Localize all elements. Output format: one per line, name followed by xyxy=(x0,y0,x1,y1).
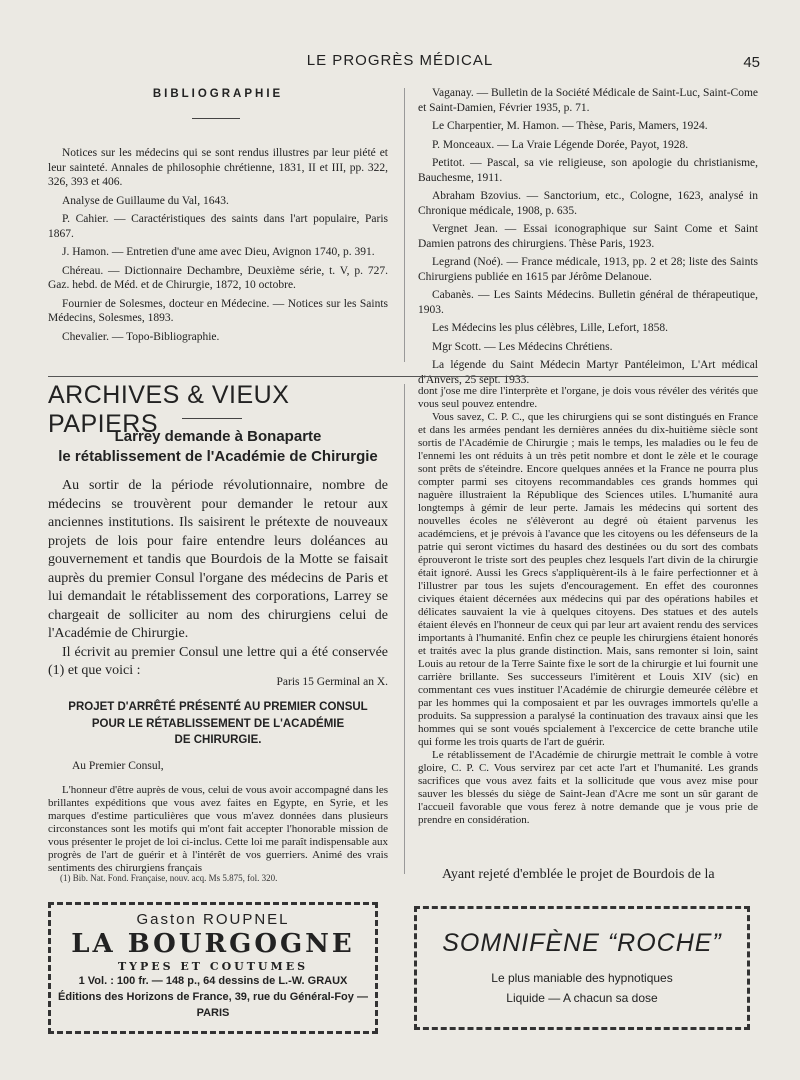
bib-entry: Abraham Bzovius. — Sanctorium, etc., Cologne, 1623, analysé in Chronique médicale, 1908, p. 635. xyxy=(418,190,758,217)
article-title xyxy=(48,427,388,467)
ad-tagline: Le plus maniable des hypnotiques xyxy=(491,971,673,985)
article-title-line-1: Larrey demande à Bonaparte xyxy=(114,428,322,445)
projet-title xyxy=(48,699,388,749)
lead-paragraph: Au sortir de la période révolutionnaire, nombre de médecins se trouvèrent pour demander le retour aux anciennes institutions. Ils saisirent le prétexte de nouveaux projets de lois pour faire entendre leurs doléances au gouvernement et tandis que Bourdois de la Motte se faisait auprès du premier Consul l'organe des médecins de Paris et lui demandait le rétablissement des corporations, Larrey se chargeait de solliciter au nom des chirurgiens celui de l'Académie de Chirurgie. xyxy=(48,478,388,641)
column-rule xyxy=(404,384,405,874)
letter-paragraph: Le rétablissement de l'Académie de chirurgie mettrait le comble à votre gloire, C. P. C. Vous servirez par cet acte l'art et l'humanité. Les grands sacrifices que vous avez faits et la sollicitude que vous avez mise pour sauver les blessés du siège de Saint-Jean d'Acre me sont un sûr garant de l'accueil favorable que vous ferez à notre demande que je vous prie de prendre en considération. xyxy=(418,749,758,826)
projet-title-line-3: DE CHIRURGIE. xyxy=(174,734,262,746)
letter-date: Paris 15 Germinal an X. xyxy=(276,676,388,688)
bib-entry: Petitot. — Pascal, sa vie religieuse, son apologie du christianisme, Bauchesme, 1911. xyxy=(418,157,758,184)
bib-entry: Fournier de Solesmes, docteur en Médecine. — Notices sur les Saints Médecins, Solesmes, 1893. xyxy=(48,297,388,324)
column-rule xyxy=(404,88,405,362)
bib-entry: La légende du Saint Médecin Martyr Pantéleimon, L'Art médical d'Anvers, 25 sept. 1933. xyxy=(418,359,758,386)
bib-entry: Cabanès. — Les Saints Médecins. Bulletin général de thérapeutique, 1903. xyxy=(418,289,758,316)
section-title: ARCHIVES & VIEUX PAPIERS xyxy=(48,381,290,438)
footnote: (1) Bib. Nat. Fond. Française, nouv. acq. Ms 5.875, fol. 320. xyxy=(60,873,278,883)
bib-entry: Vergnet Jean. — Essai iconographique sur Saint Come et Saint Damien patrons des chirurgiens. Thèse Paris, 1923. xyxy=(418,223,758,250)
bib-entry: Chéreau. — Dictionnaire Dechambre, Deuxième série, t. V, p. 727. Gaz. hebd. de Méd. et de Chirurgie, 1872, 10 octobre. xyxy=(48,264,388,291)
ad-book-title: LA BOURGOGNE xyxy=(71,929,355,959)
letter-left-column xyxy=(48,784,388,875)
bib-entry: Chevalier. — Topo-Bibliographie. xyxy=(62,330,220,343)
ad-product-name: SOMNIFÈNE “ROCHE” xyxy=(442,929,722,957)
advertisement-book xyxy=(48,902,378,1034)
running-header: LE PROGRÈS MÉDICAL xyxy=(306,52,494,69)
ad-book-subtitle: TYPES ET COUTUMES xyxy=(117,960,309,973)
page-number: 45 xyxy=(743,54,760,71)
section-divider xyxy=(48,376,758,377)
projet-title-line-1: PROJET D'ARRÊTÉ PRÉSENTÉ AU PREMIER CONSUL xyxy=(68,701,368,713)
bibliography-heading: BIBLIOGRAPHIE xyxy=(152,88,284,100)
letter-paragraph: L'honneur d'être auprès de vous, celui de vous avoir accompagné dans les brillantes expéditions que vous avez faites en Egypte, en Syrie, et les marques d'estime particulières que vous m'avez données dans plusieurs circonstances sont les motifs qui m'ont fait accepter l'honorable mission de vous présenter le projet de loi ci-inclus. Cette loi me paraît indispensable aux progrès de l'art de guérir et à l'intérêt de vos guerriers. Animé des vrais sentiments des chirurgiens français xyxy=(48,784,388,874)
article-continuation: Ayant rejeté d'emblée le projet de Bourdois de la xyxy=(442,867,715,882)
projet-title-line-2: POUR LE RÉTABLISSEMENT DE L'ACADÉMIE xyxy=(91,717,345,730)
advertisement-drug xyxy=(414,906,750,1030)
bibliography-left-column xyxy=(48,146,388,348)
bib-entry: Analyse de Guillaume du Val, 1643. xyxy=(62,194,229,207)
bib-entry: Le Charpentier, M. Hamon. — Thèse, Paris, Mamers, 1924. xyxy=(432,120,708,132)
bib-entry: P. Monceaux. — La Vraie Légende Dorée, Payot, 1928. xyxy=(432,138,689,151)
lead-paragraph: Il écrivit au premier Consul une lettre qui a été conservée (1) et que voici : xyxy=(48,644,388,678)
ad-book-details: 1 Vol. : 100 fr. — 148 p., 64 dessins de L.-W. GRAUX xyxy=(78,975,348,987)
bib-entry: Legrand (Noé). — France médicale, 1913, pp. 2 et 28; liste des Saints Chirurgiens publiée en 1615 par Jérôme Delanoue. xyxy=(418,256,758,283)
letter-paragraph: dont j'ose me dire l'interprète et l'organe, je dois vous révéler des vérités que vous seul pouvez entendre. xyxy=(418,385,758,410)
letter-salutation: Au Premier Consul, xyxy=(72,760,164,772)
heading-rule xyxy=(192,118,240,119)
article-lead xyxy=(48,477,388,681)
bib-entry: Notices sur les médecins qui se sont rendus illustres par leur piété et leur sainteté. Annales de philosophie chrétienne, 1831, II et III, pp. 322, 326, 393 et 406. xyxy=(48,147,388,188)
ad-dosage: Liquide — A chacun sa dose xyxy=(506,991,658,1005)
bibliography-right-column xyxy=(418,86,758,391)
letter-paragraph: Vous savez, C. P. C., que les chirurgiens qui se sont distingués en France et dans les armées pendant les dernières années du dix-huitième siècle sont sortis de l'Académie de Chirurgie ; mais le temps, les maladies ou le feu de l'ennemi les ont réduits à un très petit nombre et dont le zèle et le courage sont prêts de s'éteindre. Encore quelques années et la France ne pourra plus compter parmi ses citoyens recommandables ces grands hommes qui naguère illustraient la République des Sciences utiles. L'humanité aura longtemps à gémir de leur perte. Jamais les médecins qui sortent des nouvelles écoles ne s'élèveront au degré où étaient parvenus les académciens, et je prévois à l'avance que les citoyens ou les défenseurs de la patrie qui seront victimes du hasard des destinées ou du sort des combats éprouveront le triste sort des peuples chez lesquels l'art divin de la chirurgie était ignoré. Aussi les Grecs s'appliquèrent-ils à le faire perfectionner et à l'illustrer par tous les sujets d'encouragement. En effet des couronnes civiques étaient décernées aux médecins qui par des opérations habiles et délicates sauvaient la vie à quelques citoyens. Des statues et des autels étaient élevés en l'honneur de ceux qui par leur art avaient rendu des services importants à l'humanité. Enfin chez ce peuple les chirurgiens étaient honorés et traités avec la plus grande distinction. Mais, sans remonter si loin, saint Louis au retour de la Terre Sainte fixe le sort de la chirurgie et lui fournit une carrière brillante. Ses successeurs l'imitèrent et Louis XIV (sic) en commentant ces vues instituer l'Académie de chirurgie demeurée célèbre et par les hommes qui la composaient et par les ouvrages immortels qu'elle a produits. Sa suppression a paralysé la continuation des travaux ainsi que les hommes qui se sont voués spcialement à l'excercice de cette branche utile qui forme les trois quarts de l'art de guérir. xyxy=(418,411,758,748)
bib-entry: Mgr Scott. — Les Médecins Chrétiens. xyxy=(432,340,613,353)
bib-entry: P. Cahier. — Caractéristiques des saints dans l'art populaire, Paris 1867. xyxy=(48,213,388,240)
bib-entry: Vaganay. — Bulletin de la Société Médicale de Saint-Luc, Saint-Come et Saint-Damien, Février 1935, p. 71. xyxy=(418,87,758,114)
title-rule xyxy=(182,418,242,419)
article-title-line-2: le rétablissement de l'Académie de Chirurgie xyxy=(58,448,378,465)
ad-publisher: Éditions des Horizons de France, 39, rue du Général-Foy — PARIS xyxy=(58,991,368,1019)
ad-author: Gaston ROUPNEL xyxy=(136,911,290,928)
bib-entry: Les Médecins les plus célèbres, Lille, Lefort, 1858. xyxy=(432,322,668,334)
letter-right-column xyxy=(418,385,758,827)
bib-entry: J. Hamon. — Entretien d'une ame avec Dieu, Avignon 1740, p. 391. xyxy=(62,246,375,258)
